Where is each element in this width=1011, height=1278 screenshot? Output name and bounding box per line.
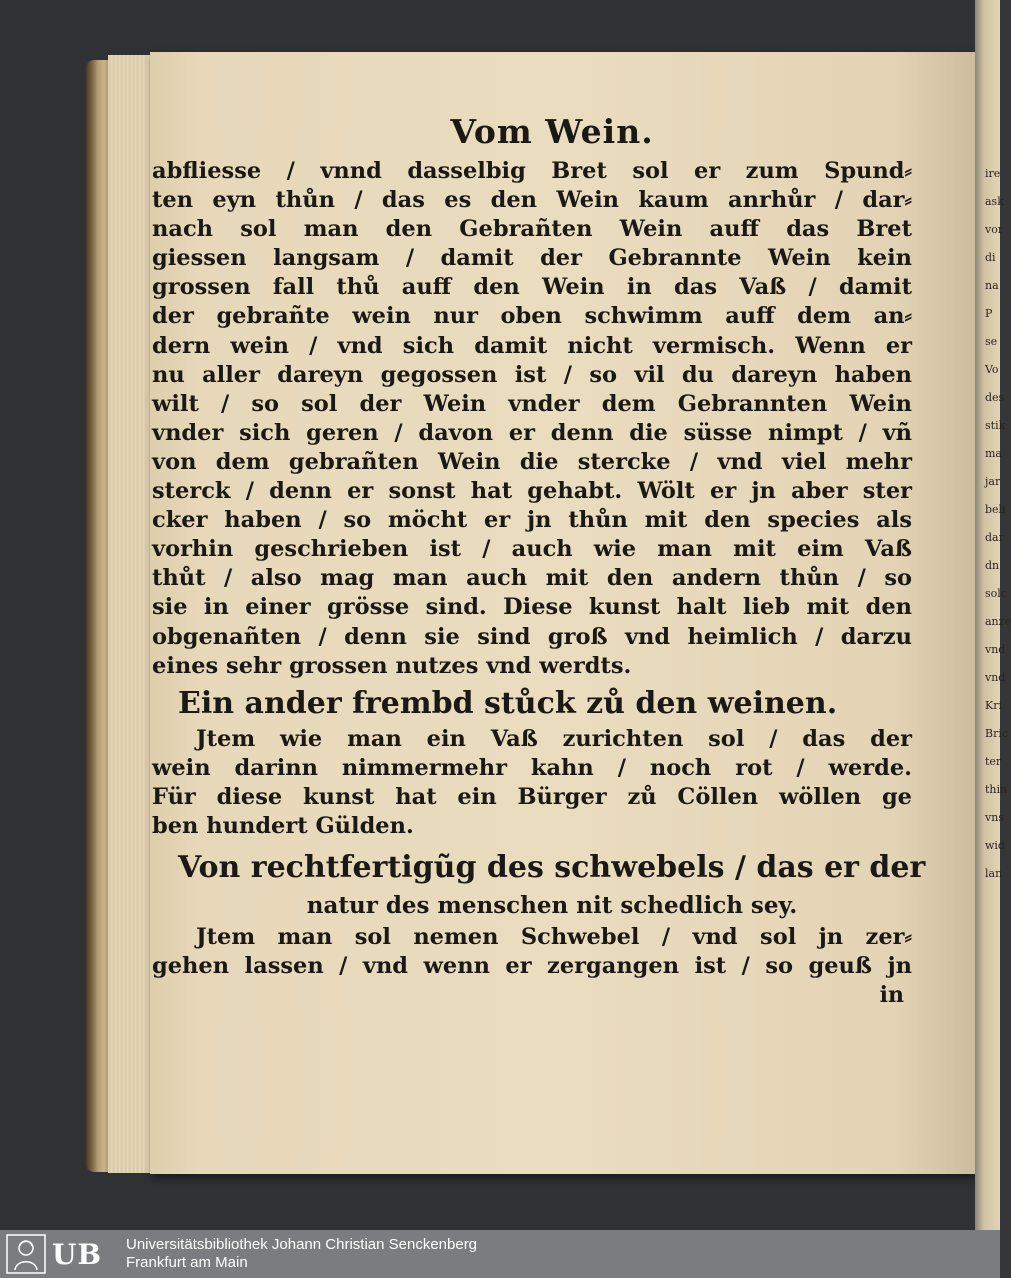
facing-page-fragment: ma bbox=[985, 447, 1002, 460]
text-line: der gebrañte wein nur oben schwimm auff dem an⸗ bbox=[152, 303, 912, 330]
facing-page-fragment: Kri bbox=[985, 699, 1002, 712]
facing-page-fragment: ire bbox=[985, 167, 1001, 180]
catchword: in bbox=[879, 982, 904, 1009]
facing-page-fragment: Bric bbox=[985, 727, 1009, 740]
facing-page-fragment: vns bbox=[985, 811, 1004, 824]
section-heading: Ein ander frembd stůck zů den weinen. bbox=[178, 685, 838, 721]
text-line: ten eyn thůn / das es den Wein kaum anrhůr / dar⸗ bbox=[152, 187, 912, 214]
facing-page-fragment: vnd bbox=[985, 643, 1006, 656]
text-line: wilt / so sol der Wein vnder dem Gebrannten Wein bbox=[152, 390, 912, 417]
facing-page-fragment: Vo bbox=[985, 363, 999, 376]
section-heading: Von rechtfertigũg des schwebels / das er der bbox=[178, 850, 926, 886]
text-line: obgenañten / denn sie sind groß vnd heimlich / darzu bbox=[152, 623, 912, 650]
facing-page-fragment: P bbox=[985, 307, 993, 320]
facing-page-fragments bbox=[985, 160, 1011, 1060]
text-line: cker haben / so möcht er jn thůn mit den species als bbox=[152, 507, 912, 534]
paragraph-3 bbox=[152, 923, 912, 981]
facing-page-fragment: vor bbox=[985, 223, 1004, 236]
text-line: thůt / also mag man auch mit den andern thůn / so bbox=[152, 565, 912, 592]
institution-line-2: Frankfurt am Main bbox=[126, 1254, 248, 1271]
facing-page-fragment: stik bbox=[985, 419, 1006, 432]
text-line: abfliesse / vnnd dasselbig Bret sol er zum Spund⸗ bbox=[152, 158, 912, 184]
facing-page-fragment: lan bbox=[985, 867, 1003, 880]
running-head: Vom Wein. bbox=[450, 112, 654, 151]
facing-page-fragment: beli bbox=[985, 503, 1006, 516]
institution-line-1: Universitätsbibliothek Johann Christian Senckenberg bbox=[126, 1236, 478, 1253]
library-logo[interactable] bbox=[4, 1234, 116, 1274]
text-line: Jtem man sol nemen Schwebel / vnd sol jn zer⸗ bbox=[196, 924, 912, 951]
text-line: Jtem wie man ein Vaß zurichten sol / das der bbox=[196, 725, 912, 752]
page-text bbox=[152, 98, 926, 1010]
text-line: sie in einer grösse sind. Diese kunst halt lieb mit den bbox=[152, 594, 912, 621]
facing-page-fragment: wid bbox=[985, 839, 1005, 852]
facing-page-fragment: dn bbox=[985, 559, 1000, 572]
facing-page-fragment: di bbox=[985, 251, 996, 264]
text-line: sterck / denn er sonst hat gehabt. Wölt er jn aber ster bbox=[152, 478, 912, 505]
text-line: vnder sich geren / davon er denn die süsse nimpt / vñ bbox=[152, 419, 912, 446]
footer-bar bbox=[0, 1230, 1000, 1278]
text-line: ben hundert Gülden. bbox=[152, 812, 414, 839]
text-line: giessen langsam / damit der Gebrannte Wein kein bbox=[152, 245, 912, 272]
facing-page-fragment: vnd bbox=[985, 671, 1006, 684]
text-line: Für diese kunst hat ein Bürger zů Cöllen wöllen ge bbox=[152, 783, 912, 810]
facing-page-fragment: jar bbox=[985, 475, 1001, 488]
facing-page-fragment: anze bbox=[985, 615, 1011, 628]
facing-page-fragment: ter bbox=[985, 755, 1002, 768]
facing-page-fragment: ask bbox=[985, 195, 1004, 208]
text-line: nu aller dareyn gegossen ist / so vil du dareyn haben bbox=[152, 361, 912, 388]
facing-page-fragment: thin bbox=[985, 783, 1008, 796]
text-line: wein darinn nimmermehr kahn / noch rot / werde. bbox=[152, 754, 912, 781]
facing-page-fragment: se bbox=[985, 335, 998, 348]
facing-page-fragment: des bbox=[985, 391, 1005, 404]
text-line: von dem gebrañten Wein die stercke / vnd viel mehr bbox=[152, 448, 912, 475]
facing-page-fragment: na bbox=[985, 279, 999, 292]
section-subheading: natur des menschen nit schedlich sey. bbox=[306, 892, 798, 920]
ub-logo-text: UB bbox=[52, 1237, 103, 1271]
text-line: eines sehr grossen nutzes vnd werdts. bbox=[152, 652, 632, 679]
text-line: grossen fall thů auff den Wein in das Vaß / damit bbox=[152, 274, 912, 301]
paragraph-2 bbox=[152, 725, 912, 841]
text-line: dern wein / vnd sich damit nicht vermisch. Wenn er bbox=[152, 332, 912, 359]
text-line: vorhin geschrieben ist / auch wie man mit eim Vaß bbox=[152, 536, 912, 563]
text-line: nach sol man den Gebrañten Wein auff das Bret bbox=[152, 216, 912, 243]
institution-name bbox=[126, 1236, 477, 1272]
facing-page-fragment: solc bbox=[985, 587, 1007, 600]
facing-page-edge bbox=[975, 0, 1011, 1230]
paragraph-1 bbox=[152, 157, 912, 681]
crest-icon bbox=[4, 1234, 48, 1274]
facing-page-fragment: dar bbox=[985, 531, 1004, 544]
text-line: gehen lassen / vnd wenn er zergangen ist / so geuß jn bbox=[152, 953, 912, 980]
